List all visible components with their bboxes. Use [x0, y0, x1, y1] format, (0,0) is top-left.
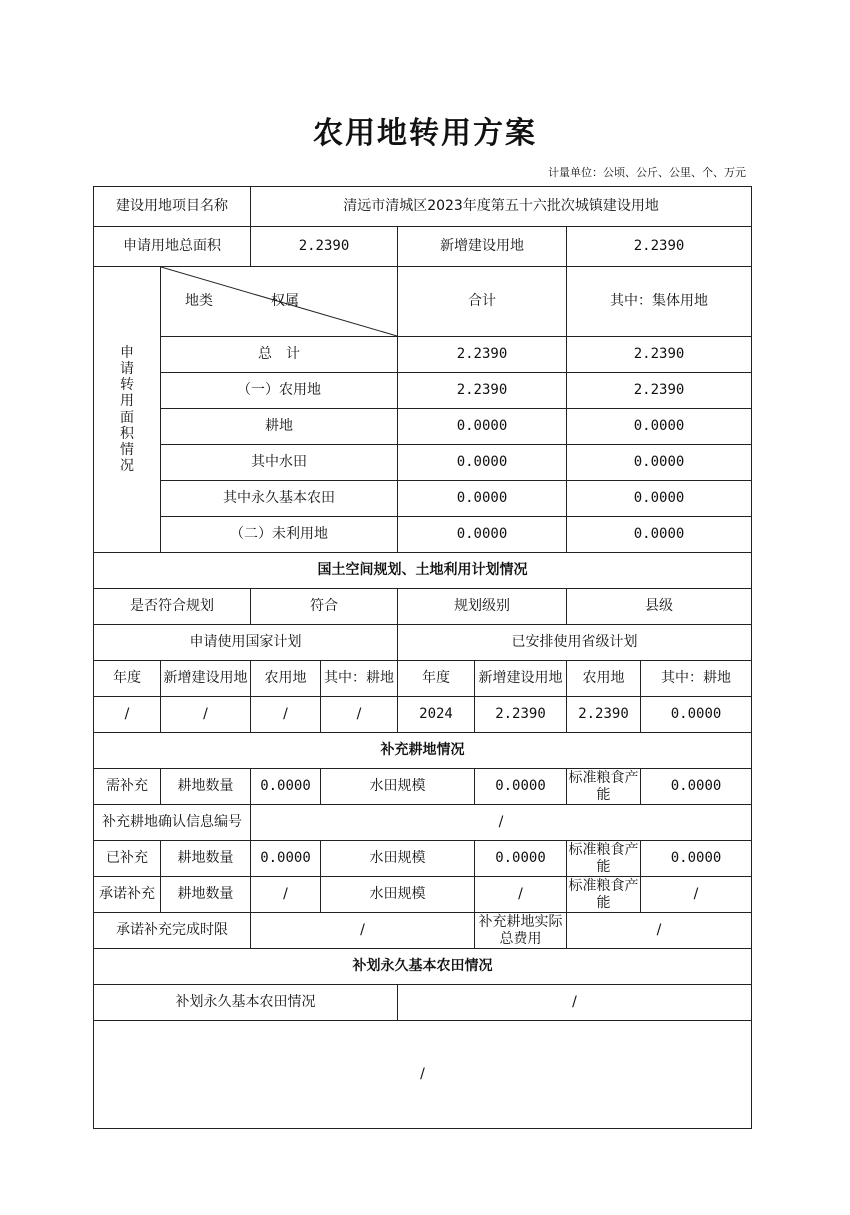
basic-farmland-section-row — [94, 949, 752, 985]
plan-value-cell: / — [94, 697, 161, 733]
plan-header-cell: 新增建设用地 — [161, 661, 251, 697]
row-total: 0.0000 — [398, 517, 567, 553]
basic-farmland-row — [94, 985, 752, 1021]
promise-paddy-value: / — [475, 877, 567, 913]
level-value: 县级 — [567, 589, 752, 625]
plan-value-cell: 2024 — [398, 697, 475, 733]
plan-value-cell: 0.0000 — [641, 697, 752, 733]
paddy-label: 水田规模 — [321, 841, 475, 877]
row-total: 0.0000 — [398, 409, 567, 445]
row-total: 2.2390 — [398, 373, 567, 409]
conversion-row — [94, 373, 752, 409]
row-label: （一）农用地 — [161, 373, 398, 409]
page-title: 农用地转用方案 — [313, 116, 537, 151]
project-row — [94, 187, 752, 227]
new-construction-label: 新增建设用地 — [398, 227, 567, 267]
row-label: 总 计 — [161, 337, 398, 373]
conversion-row — [94, 481, 752, 517]
conversion-header-row — [94, 267, 752, 337]
need-row — [94, 769, 752, 805]
plan-value-cell: / — [161, 697, 251, 733]
need-grain-value: 0.0000 — [641, 769, 752, 805]
confirm-value: / — [251, 805, 752, 841]
plan-header-cell: 新增建设用地 — [475, 661, 567, 697]
plan-header-cell: 其中：耕地 — [321, 661, 398, 697]
col-collective-header: 其中：集体用地 — [567, 267, 752, 337]
row-label: 其中永久基本农田 — [161, 481, 398, 517]
supplement-section-title: 补充耕地情况 — [94, 733, 752, 769]
conform-row — [94, 589, 752, 625]
row-collective: 2.2390 — [567, 337, 752, 373]
conversion-plan-table — [93, 186, 752, 1129]
provincial-plan-label: 已安排使用省级计划 — [398, 625, 752, 661]
need-arable-value: 0.0000 — [251, 769, 321, 805]
paddy-label: 水田规模 — [321, 769, 475, 805]
row-label: （二）未利用地 — [161, 517, 398, 553]
row-total: 2.2390 — [398, 337, 567, 373]
promise-arable-value: / — [251, 877, 321, 913]
done-paddy-value: 0.0000 — [475, 841, 567, 877]
project-label: 建设用地项目名称 — [94, 187, 251, 227]
conversion-side-label: 申请转用面积情况 — [94, 267, 161, 553]
row-total: 0.0000 — [398, 445, 567, 481]
conform-label: 是否符合规划 — [94, 589, 251, 625]
promise-grain-value: / — [641, 877, 752, 913]
new-construction-value: 2.2390 — [567, 227, 752, 267]
arable-label: 耕地数量 — [161, 769, 251, 805]
done-arable-value: 0.0000 — [251, 841, 321, 877]
unit-note: 计量单位：公顷、公斤、公里、个、万元 — [548, 166, 746, 179]
plan-value-row — [94, 697, 752, 733]
conversion-row — [94, 337, 752, 373]
plan-header-cell: 年度 — [94, 661, 161, 697]
diag-right-label: 权属 — [271, 293, 299, 309]
row-label: 耕地 — [161, 409, 398, 445]
done-row — [94, 841, 752, 877]
conversion-row — [94, 445, 752, 481]
basic-farmland-label: 补划永久基本农田情况 — [94, 985, 398, 1021]
basic-farmland-section-title: 补划永久基本农田情况 — [94, 949, 752, 985]
cost-label: 补充耕地实际总费用 — [475, 913, 567, 949]
grain-label: 标准粮食产能 — [568, 842, 639, 875]
deadline-label: 承诺补充完成时限 — [94, 913, 251, 949]
plan-value-cell: / — [321, 697, 398, 733]
remark-row — [94, 1021, 752, 1129]
grain-label: 标准粮食产能 — [568, 878, 639, 911]
area-row — [94, 227, 752, 267]
deadline-value: / — [251, 913, 475, 949]
conversion-row — [94, 517, 752, 553]
confirm-label: 补充耕地确认信息编号 — [94, 805, 251, 841]
promise-row — [94, 877, 752, 913]
area-total-value: 2.2390 — [251, 227, 398, 267]
conform-value: 符合 — [251, 589, 398, 625]
remark-value: / — [94, 1021, 752, 1129]
done-label: 已补充 — [94, 841, 161, 877]
plan-header-cell: 其中：耕地 — [641, 661, 752, 697]
plan-type-row — [94, 625, 752, 661]
planning-section-title: 国土空间规划、土地利用计划情况 — [94, 553, 752, 589]
need-paddy-value: 0.0000 — [475, 769, 567, 805]
plan-value-cell: 2.2390 — [475, 697, 567, 733]
plan-header-row — [94, 661, 752, 697]
row-total: 0.0000 — [398, 481, 567, 517]
need-label: 需补充 — [94, 769, 161, 805]
row-label: 其中水田 — [161, 445, 398, 481]
deadline-row — [94, 913, 752, 949]
area-total-label: 申请用地总面积 — [94, 227, 251, 267]
row-collective: 2.2390 — [567, 373, 752, 409]
diagonal-header-cell — [161, 267, 398, 337]
arable-label: 耕地数量 — [161, 841, 251, 877]
basic-farmland-value: / — [398, 985, 752, 1021]
project-value: 清远市清城区2023年度第五十六批次城镇建设用地 — [251, 187, 752, 227]
plan-header-cell: 农用地 — [567, 661, 641, 697]
confirm-row — [94, 805, 752, 841]
col-total-header: 合计 — [398, 267, 567, 337]
national-plan-label: 申请使用国家计划 — [94, 625, 398, 661]
plan-header-cell: 年度 — [398, 661, 475, 697]
cost-value: / — [567, 913, 752, 949]
row-collective: 0.0000 — [567, 445, 752, 481]
grain-label: 标准粮食产能 — [568, 770, 639, 803]
planning-section-row — [94, 553, 752, 589]
level-label: 规划级别 — [398, 589, 567, 625]
done-grain-value: 0.0000 — [641, 841, 752, 877]
promise-label: 承诺补充 — [94, 877, 161, 913]
row-collective: 0.0000 — [567, 517, 752, 553]
diag-left-label: 地类 — [185, 293, 213, 309]
conversion-row — [94, 409, 752, 445]
plan-value-cell: 2.2390 — [567, 697, 641, 733]
plan-header-cell: 农用地 — [251, 661, 321, 697]
row-collective: 0.0000 — [567, 409, 752, 445]
arable-label: 耕地数量 — [161, 877, 251, 913]
row-collective: 0.0000 — [567, 481, 752, 517]
supplement-section-row — [94, 733, 752, 769]
plan-value-cell: / — [251, 697, 321, 733]
paddy-label: 水田规模 — [321, 877, 475, 913]
